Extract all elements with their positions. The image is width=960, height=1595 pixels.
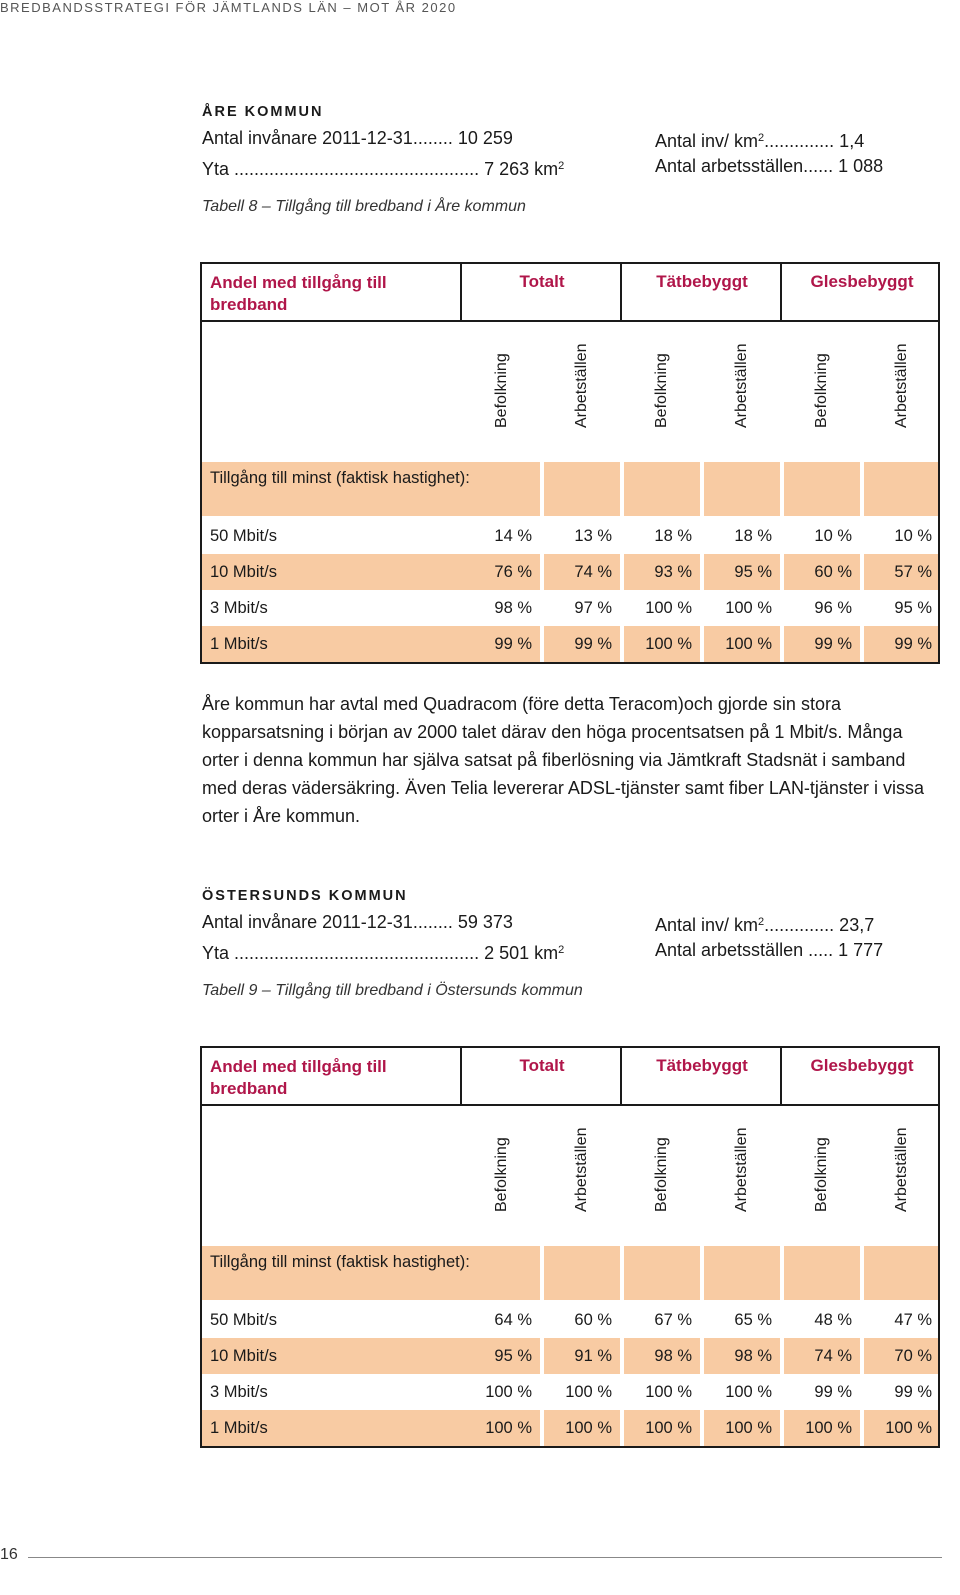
density: [655, 908, 874, 939]
subcol-header-5: [862, 1106, 942, 1246]
cell-value: 100 %: [565, 1419, 612, 1437]
cell-value: 100 %: [485, 1383, 532, 1401]
label-block: [200, 462, 940, 516]
cell-separator: [620, 1410, 624, 1446]
table-ostersund: [200, 1046, 940, 1448]
table-border-left: [200, 1046, 202, 1448]
cell-value: 98 %: [494, 599, 532, 617]
cell-separator: [620, 462, 624, 516]
subcol-header-text: Arbetställen: [733, 1127, 750, 1212]
cell-value: 99 %: [894, 635, 932, 653]
table-border-header: [200, 320, 940, 322]
cell-separator: [780, 1246, 784, 1300]
cell-value: 100 %: [725, 599, 772, 617]
cell-separator: [540, 626, 544, 662]
row-label: 1 Mbit/s: [210, 1419, 268, 1437]
cell-separator: [780, 1410, 784, 1446]
row-label: 10 Mbit/s: [210, 1347, 277, 1365]
cell-value: 100 %: [645, 599, 692, 617]
density-text: Antal inv/ km: [655, 131, 759, 151]
table-row: [200, 1374, 940, 1410]
subcol-header-4: [782, 1106, 862, 1246]
table-border-inner: [780, 1046, 782, 1106]
section-ostersund: [202, 886, 942, 1006]
table-border-right: [938, 1046, 940, 1448]
page-number: 16: [0, 1546, 18, 1563]
cell-value: 18 %: [654, 527, 692, 545]
subcol-header-text: Befolkning: [493, 353, 510, 428]
group-header-1: Tätbebyggt: [656, 272, 748, 291]
subcol-header-0: [462, 322, 542, 462]
table-row: [200, 590, 940, 626]
cell-value: 100 %: [885, 1419, 932, 1437]
cell-value: 74 %: [814, 1347, 852, 1365]
cell-value: 95 %: [734, 563, 772, 581]
running-head: BREDBANDSSTRATEGI FÖR JÄMTLANDS LÄN – MOT ÅR 2020: [0, 0, 457, 15]
workplaces: Antal arbetsställen ..... 1 777: [655, 940, 884, 960]
section-title: ÅRE KOMMUN: [202, 104, 324, 120]
label-text: Tillgång till minst (faktisk hastighet):: [210, 1253, 470, 1271]
cell-value: 95 %: [494, 1347, 532, 1365]
table-border-inner: [620, 262, 622, 322]
cell-value: 13 %: [574, 527, 612, 545]
cell-separator: [860, 554, 864, 590]
group-header-2: Glesbebyggt: [810, 1056, 914, 1075]
cell-separator: [860, 1338, 864, 1374]
subcol-header-3: [702, 1106, 782, 1246]
cell-value: 18 %: [734, 527, 772, 545]
cell-separator: [700, 1410, 704, 1446]
cell-separator: [540, 1338, 544, 1374]
cell-value: 14 %: [494, 527, 532, 545]
subcol-header-text: Befolkning: [813, 353, 830, 428]
cell-separator: [700, 462, 704, 516]
cell-separator: [620, 626, 624, 662]
cell-value: 67 %: [654, 1311, 692, 1329]
table-row: [200, 1302, 940, 1338]
label-block: [200, 1246, 940, 1300]
table-border-inner: [620, 1046, 622, 1106]
subcol-header-text: Befolkning: [813, 1137, 830, 1212]
subcol-header-0: [462, 1106, 542, 1246]
cell-separator: [700, 1246, 704, 1300]
density-sup: 2: [758, 132, 765, 144]
cell-separator: [540, 554, 544, 590]
group-header-1: Tätbebyggt: [656, 1056, 748, 1075]
cell-value: 99 %: [814, 635, 852, 653]
row-label: 50 Mbit/s: [210, 527, 277, 545]
inhabitants: Antal invånare 2011-12-31........ 10 259: [202, 128, 513, 148]
table-border-inner: [460, 262, 462, 322]
table-row: [200, 1410, 940, 1446]
area-sup: 2: [558, 944, 565, 956]
cell-value: 100 %: [805, 1419, 852, 1437]
density-value: .............. 23,7: [764, 915, 875, 935]
cell-value: 100 %: [725, 1419, 772, 1437]
subcol-header-3: [702, 322, 782, 462]
cell-value: 64 %: [494, 1311, 532, 1329]
subcol-header-text: Befolkning: [653, 353, 670, 428]
table-row: [200, 554, 940, 590]
cell-value: 60 %: [814, 563, 852, 581]
cell-value: 95 %: [894, 599, 932, 617]
cell-separator: [700, 626, 704, 662]
subcol-header-text: Arbetställen: [893, 343, 910, 428]
density: [655, 124, 864, 155]
table-border-inner: [780, 262, 782, 322]
cell-value: 100 %: [565, 1383, 612, 1401]
cell-separator: [540, 462, 544, 516]
cell-value: 100 %: [645, 635, 692, 653]
label-text: Tillgång till minst (faktisk hastighet):: [210, 469, 470, 487]
cell-value: 99 %: [894, 1383, 932, 1401]
table-border-right: [938, 262, 940, 664]
table-border-top: [200, 262, 940, 264]
cell-separator: [700, 1338, 704, 1374]
area: [202, 152, 564, 183]
density-value: .............. 1,4: [764, 131, 865, 151]
cell-value: 98 %: [654, 1347, 692, 1365]
group-header-0: Totalt: [519, 272, 565, 291]
table-row: [200, 1338, 940, 1374]
subcol-header-text: Arbetställen: [573, 343, 590, 428]
cell-separator: [860, 1410, 864, 1446]
area-text: Yta ................................................. 2 501 km: [202, 943, 559, 963]
footer-rule: [28, 1557, 942, 1558]
stats-block: [202, 122, 942, 180]
cell-separator: [540, 1410, 544, 1446]
subcol-header-1: [542, 1106, 622, 1246]
cell-value: 93 %: [654, 563, 692, 581]
cell-value: 10 %: [814, 527, 852, 545]
subcol-header-4: [782, 322, 862, 462]
cell-value: 74 %: [574, 563, 612, 581]
table-caption: Tabell 8 – Tillgång till bredband i Åre kommun: [202, 198, 526, 215]
inhabitants: Antal invånare 2011-12-31........ 59 373: [202, 912, 513, 932]
cell-separator: [860, 1246, 864, 1300]
row-label: 10 Mbit/s: [210, 563, 277, 581]
cell-value: 70 %: [894, 1347, 932, 1365]
table-border-top: [200, 1046, 940, 1048]
cell-value: 99 %: [494, 635, 532, 653]
cell-value: 47 %: [894, 1311, 932, 1329]
cell-separator: [620, 554, 624, 590]
cell-separator: [780, 462, 784, 516]
table-corner-header: Andel med tillgång till bredband: [210, 273, 387, 314]
subcol-header-text: Befolkning: [653, 1137, 670, 1212]
group-header-0: Totalt: [519, 1056, 565, 1075]
subcol-header-5: [862, 322, 942, 462]
cell-value: 60 %: [574, 1311, 612, 1329]
cell-value: 100 %: [645, 1383, 692, 1401]
cell-value: 96 %: [814, 599, 852, 617]
row-label: 3 Mbit/s: [210, 599, 268, 617]
table-row: [200, 518, 940, 554]
row-label: 3 Mbit/s: [210, 1383, 268, 1401]
section-title: ÖSTERSUNDS KOMMUN: [202, 888, 408, 904]
cell-value: 48 %: [814, 1311, 852, 1329]
table-border-header: [200, 1104, 940, 1106]
subcol-header-2: [622, 322, 702, 462]
subcol-header-1: [542, 322, 622, 462]
table-border-bottom: [200, 662, 940, 664]
subcol-header-text: Arbetställen: [733, 343, 750, 428]
group-header-2: Glesbebyggt: [810, 272, 914, 291]
cell-value: 65 %: [734, 1311, 772, 1329]
density-text: Antal inv/ km: [655, 915, 759, 935]
row-label: 50 Mbit/s: [210, 1311, 277, 1329]
cell-separator: [620, 1338, 624, 1374]
cell-value: 100 %: [725, 1383, 772, 1401]
cell-value: 99 %: [574, 635, 612, 653]
cell-value: 10 %: [894, 527, 932, 545]
area-text: Yta ................................................. 7 263 km: [202, 159, 559, 179]
density-sup: 2: [758, 916, 765, 928]
cell-value: 100 %: [725, 635, 772, 653]
subcol-header-2: [622, 1106, 702, 1246]
stats-block: [202, 906, 942, 964]
subcol-header-text: Befolkning: [493, 1137, 510, 1212]
cell-value: 97 %: [574, 599, 612, 617]
cell-separator: [780, 1338, 784, 1374]
cell-separator: [780, 626, 784, 662]
cell-value: 76 %: [494, 563, 532, 581]
cell-separator: [860, 462, 864, 516]
table-are: [200, 262, 940, 664]
section-are: [202, 102, 942, 222]
subcol-header-text: Arbetställen: [893, 1127, 910, 1212]
table-border-inner: [460, 1046, 462, 1106]
table-border-left: [200, 262, 202, 664]
cell-separator: [540, 1246, 544, 1300]
table-row: [200, 626, 940, 662]
cell-value: 99 %: [814, 1383, 852, 1401]
cell-separator: [700, 554, 704, 590]
area-sup: 2: [558, 160, 565, 172]
cell-value: 100 %: [485, 1419, 532, 1437]
cell-value: 100 %: [645, 1419, 692, 1437]
row-label: 1 Mbit/s: [210, 635, 268, 653]
table-corner-header: Andel med tillgång till bredband: [210, 1057, 387, 1098]
cell-value: 91 %: [574, 1347, 612, 1365]
cell-separator: [620, 1246, 624, 1300]
table-border-bottom: [200, 1446, 940, 1448]
paragraph-are: Åre kommun har avtal med Quadracom (före detta Teracom)och gjorde sin stora kopparsatsning i början av 2000 talet därav den höga procentsatsen på 1 Mbit/s. Många orter i denna kommun har själva satsat på fiberlösning via Jämtkraft Stadsnät i samband med deras vädersäkring. Även Telia levererar ADSL-tjänster samt fiber LAN-tjänster i vissa orter i Åre kommun.: [202, 694, 924, 826]
cell-value: 98 %: [734, 1347, 772, 1365]
cell-separator: [780, 554, 784, 590]
subcol-header-text: Arbetställen: [573, 1127, 590, 1212]
table-caption: Tabell 9 – Tillgång till bredband i Östersunds kommun: [202, 982, 583, 999]
workplaces: Antal arbetsställen...... 1 088: [655, 156, 884, 176]
area: [202, 936, 564, 967]
cell-separator: [860, 626, 864, 662]
cell-value: 57 %: [894, 563, 932, 581]
